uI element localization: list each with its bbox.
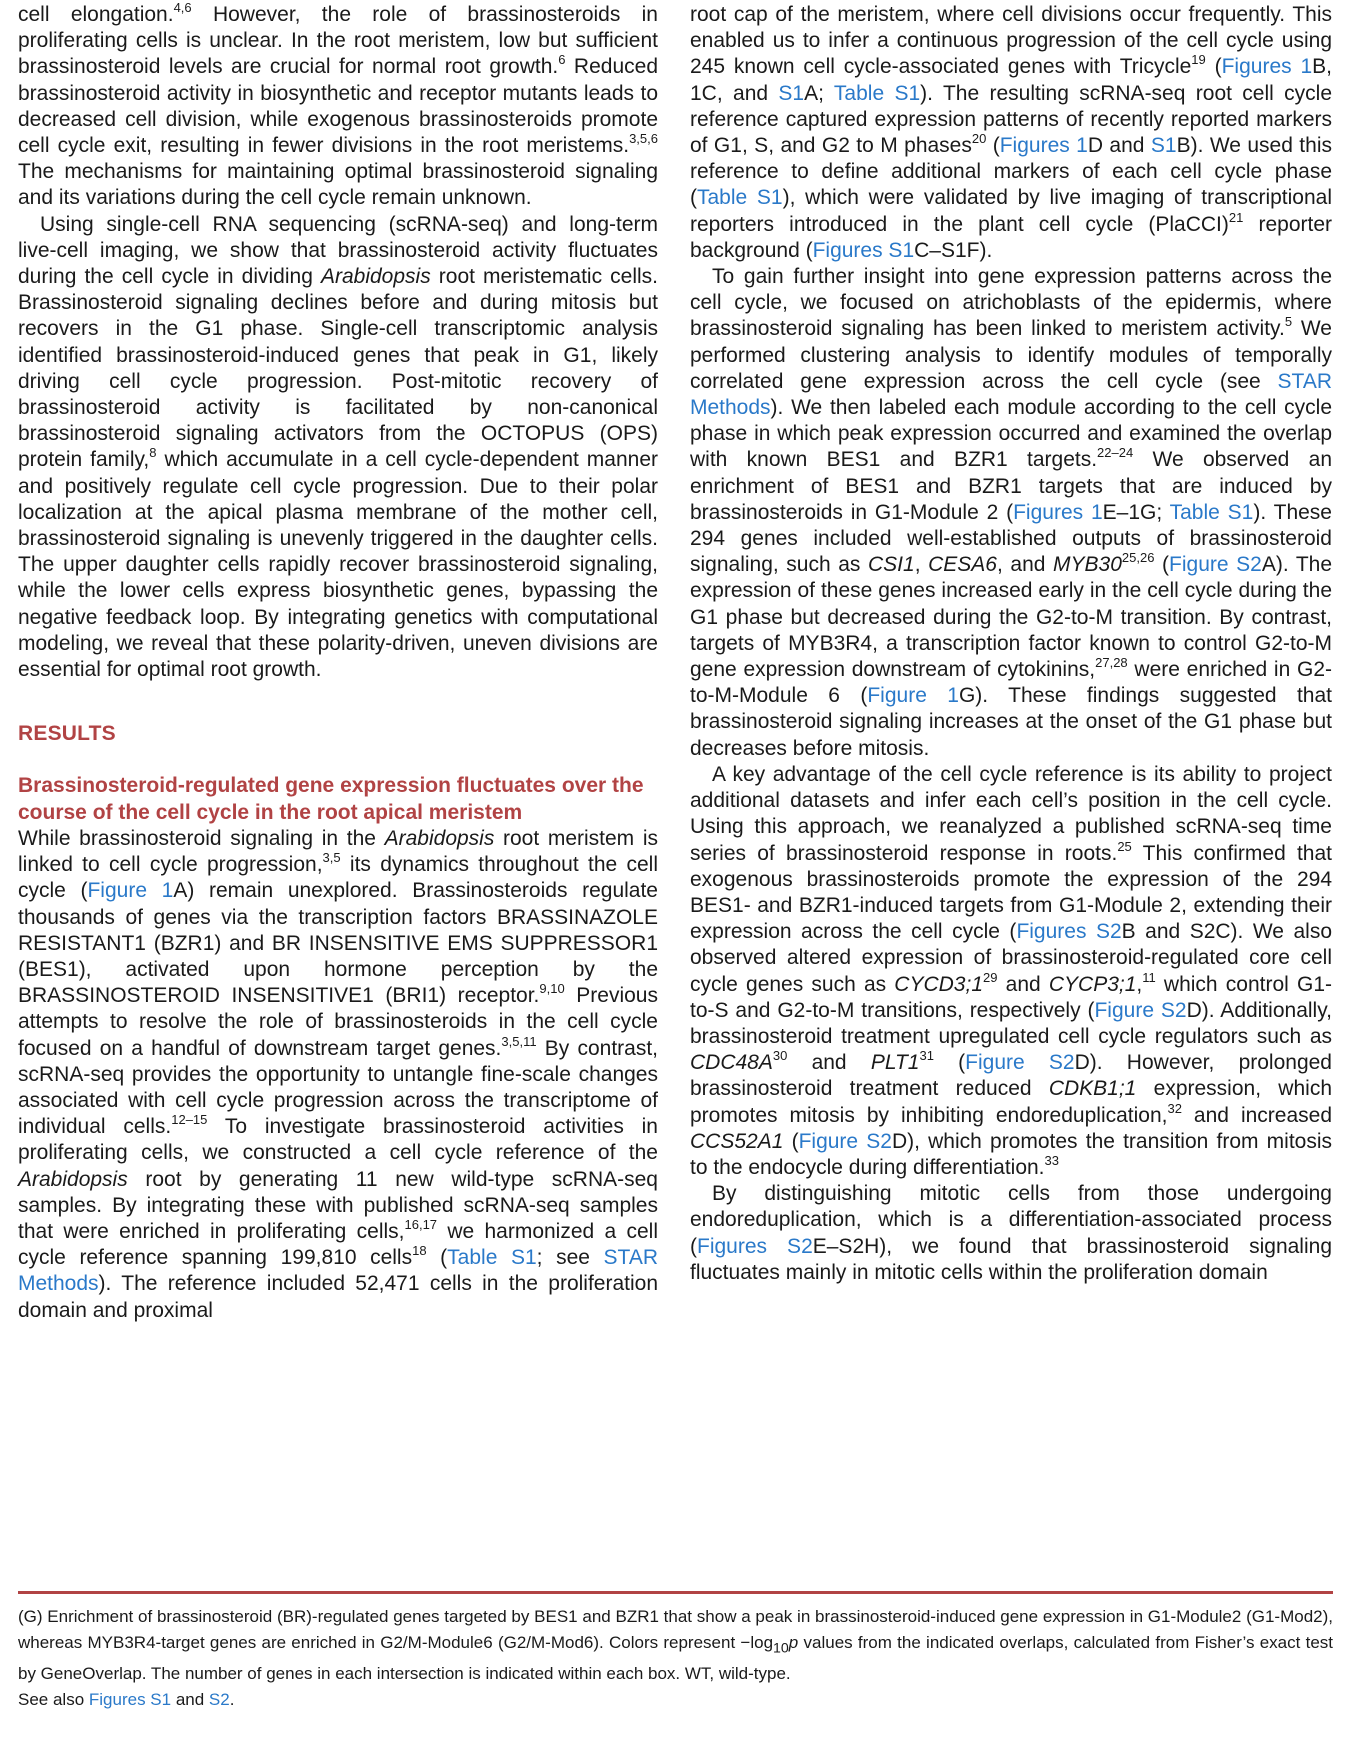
citation-superscript: 4,6 [173, 0, 192, 15]
results-heading: RESULTS [18, 722, 116, 746]
italic-term: CSI1 [868, 553, 915, 577]
text-run: ( [426, 1246, 448, 1270]
text-run: Previous attempts to resolve the role of brassinosteroids in the cell cycle focused on a handful of downstream target genes. [18, 984, 658, 1060]
figure-reference-link[interactable]: Table S1 [447, 1246, 537, 1270]
italic-term: Arabidopsis [320, 265, 431, 289]
italic-term: PLT1 [870, 1051, 920, 1075]
citation-superscript: 31 [919, 1048, 934, 1064]
right-paragraph-4 [690, 1181, 1332, 1286]
text-run: However, the role of brassinosteroids in proliferating cells is unclear. In the root meristem, low but sufficient brassinosteroid levels are crucial for normal root growth. [18, 3, 658, 79]
figure-caption [18, 1604, 1333, 1712]
text-run: We performed clustering analysis to identify modules of temporally correlated gene expression across the cell cycle (see [690, 317, 1332, 393]
text-run: This confirmed that exogenous brassinosteroids promote the expression of the 294 BES1- and BZR1-induced targets from G1-Module 2, extending their expression across the cell cycle ( [690, 841, 1332, 944]
text-run: By contrast, scRNA-seq provides the opportunity to untangle fine-scale changes associated with cell cycle progression across the transcriptome of individual cells. [18, 1036, 658, 1139]
citation-superscript: 25,26 [1121, 550, 1155, 566]
citation-superscript: 27,28 [1095, 655, 1128, 671]
text-run: To investigate brassinosteroid activities in proliferating cells, we constructed a cell cycle reference of the [18, 1115, 658, 1165]
citation-superscript: 20 [971, 131, 987, 147]
text-run: C–S1F). [914, 238, 993, 262]
text-run: ( [933, 1051, 966, 1075]
figure-reference-link[interactable]: Table S1 [1169, 500, 1254, 524]
text-run: D). However, prolonged brassinosteroid treatment reduced [690, 1051, 1332, 1101]
subscript: 10 [773, 1639, 789, 1656]
text-run: Using single-cell RNA sequencing (scRNA-seq) and long-term live-cell imaging, we show that brassinosteroid activity fluctuates during the cell cycle in dividing [18, 212, 658, 289]
text-run: expression, which promotes mitosis by inhibiting endoreduplication, [690, 1077, 1332, 1127]
figure-reference-link[interactable]: Figures 1 [1221, 55, 1313, 79]
citation-superscript: 3,5,11 [501, 1033, 537, 1049]
figure-reference-link[interactable]: Figures S2 [1016, 920, 1122, 944]
figure-reference-link[interactable]: Figures S1 [88, 1689, 172, 1709]
figure-reference-link[interactable]: Figure 1 [867, 684, 959, 708]
figure-reference-link[interactable]: Figure S2 [1094, 998, 1187, 1022]
text-run: A key advantage of the cell cycle reference is its ability to project additional datasets and infer each cell’s position in the cell cycle. Using this approach, we reanalyzed a published scRNA-seq time series of brassinosteroid response in roots. [690, 762, 1332, 865]
figure-reference-link[interactable]: S1 [1150, 134, 1177, 158]
figure-reference-link[interactable]: STAR Methods [690, 369, 1332, 420]
text-run: ). These 294 genes included well-established outputs of brassinosteroid signaling, such as [690, 500, 1332, 577]
text-run: Reduced brassinosteroid activity in biosynthetic and receptor mutants leads to decreased cell division, while exogenous brassinosteroids promote cell cycle exit, resulting in fewer divisions in the root meristems. [18, 55, 658, 158]
text-run: E–S2H), we found that brassinosteroid signaling fluctuates mainly in mitotic cells within the proliferation domain [690, 1234, 1332, 1284]
italic-term: CYCD3;1 [894, 972, 983, 996]
text-run: A). The expression of these genes increased early in the cell cycle during the G1 phase but decreased during the G2-to-M transition. By contrast, targets of MYB3R4, a transcription factor known to control G2-to-M gene expression downstream of cytokinins, [690, 553, 1333, 682]
text-run: We observed an enrichment of BES1 and BZR1 targets that are induced by brassinosteroids in G1-Module 2 ( [690, 448, 1332, 524]
figure-reference-link[interactable]: Figures S1 [812, 238, 915, 262]
text-run: root meristem is linked to cell cycle progression, [18, 826, 658, 877]
text-run: and [171, 1689, 209, 1709]
citation-superscript: 9,10 [539, 981, 565, 997]
figure-reference-link[interactable]: Figures 1 [999, 134, 1088, 158]
italic-term: CDKB1;1 [1048, 1077, 1137, 1101]
text-run: ). The reference included 52,471 cells in the proliferation domain and proximal [18, 1272, 658, 1322]
citation-superscript: 6 [558, 52, 566, 68]
text-run: While brassinosteroid signaling in the [18, 826, 385, 850]
italic-term: CDC48A [690, 1051, 773, 1075]
figure-reference-link[interactable]: S1 [778, 81, 805, 105]
figure-reference-link[interactable]: Figure S2 [1169, 553, 1262, 577]
italic-term: CYCP3;1 [1048, 972, 1137, 996]
italic-term: MYB30 [1053, 553, 1122, 577]
right-paragraph-2 [690, 264, 1332, 762]
right-paragraph-1 [690, 2, 1332, 264]
text-run: B and S2C). We also observed altered expression of brassinosteroid-regulated core cell cycle genes such as [690, 920, 1333, 996]
text-run: reporter background ( [690, 212, 1332, 262]
citation-superscript: 32 [1167, 1100, 1182, 1116]
citation-superscript: 11 [1142, 969, 1156, 985]
citation-superscript: 30 [772, 1048, 788, 1064]
text-run: and [787, 1051, 871, 1075]
text-run: ( [783, 1129, 799, 1153]
citation-superscript: 8 [149, 445, 157, 461]
citation-superscript: 29 [983, 969, 998, 985]
citation-superscript: 25 [1117, 838, 1132, 854]
text-run: See also [18, 1689, 89, 1709]
text-run: which accumulate in a cell cycle-dependent manner and positively regulate cell cycle progression. Due to their polar localization at the apical plasma membrane of the mother cell, brassinosteroid signaling is unevenly triggered in the daughter cells. The upper daughter cells rapidly recover brassinosteroid signaling, while the lower cells express biosynthetic genes, bypassing the negative feedback loop. By integrating genetics with computational modeling, we reveal that these polarity-driven, uneven divisions are essential for optimal root growth. [18, 448, 658, 682]
text-run: G). These findings suggested that brassinosteroid signaling increases at the onset of the G1 phase but decreases before mitosis. [690, 684, 1332, 760]
text-run: By distinguishing mitotic cells from those undergoing endoreduplication, which is a differentiation-associated process ( [690, 1182, 1332, 1258]
text-run: ( [1154, 553, 1170, 577]
text-run: B). We used this reference to define additional markers of each cell cycle phase ( [690, 134, 1332, 210]
text-run: root meristematic cells. Brassinosteroid signaling declines before and during mitosis but recovers in the G1 phase. Single-cell transcriptomic analysis identified brassinosteroid-induced genes that peak in G1, likely driving cell cycle progression. Post-mitotic recovery of brassinosteroid activity is facilitated by non-canonical brassinosteroid signaling activators from the OCTOPUS (OPS) protein family, [18, 265, 658, 472]
text-run: D and [1087, 134, 1151, 158]
italic-term: CESA6 [928, 553, 997, 577]
text-run: A) remain unexplored. Brassinosteroids regulate thousands of genes via the transcription factors BRASSINAZOLE RESISTANT1 (BZR1) and BR INSENSITIVE EMS SUPPRESSOR1 (BES1), activated upon hormone perception by the BRASSINOSTEROID INSENSITIVE1 (BRI1) receptor. [18, 879, 658, 1008]
figure-reference-link[interactable]: Figures S2 [697, 1234, 813, 1258]
text-run: ( [1205, 55, 1222, 79]
text-run: which control G1-to-S and G2-to-M transitions, respectively ( [690, 972, 1332, 1022]
text-run: , [914, 553, 929, 577]
italic-term: CCS52A1 [690, 1129, 784, 1153]
figure-reference-link[interactable]: Figures 1 [1013, 500, 1103, 524]
left-paragraph-1 [18, 2, 658, 212]
text-run: A; [804, 81, 834, 105]
italic-term: Arabidopsis [18, 1167, 128, 1191]
right-column [690, 2, 1332, 1286]
citation-superscript: 3,5 [322, 850, 341, 866]
text-run: ). The resulting scRNA-seq root cell cycle reference captured expression patterns of recently reported markers of G1, S, and G2 to M phases [690, 81, 1333, 158]
citation-superscript: 33 [1044, 1152, 1059, 1168]
figure-reference-link[interactable]: Figure S2 [965, 1051, 1075, 1075]
caption-divider [18, 1591, 1333, 1594]
text-run: cell elongation. [18, 3, 174, 26]
citation-superscript: 18 [412, 1243, 427, 1259]
figure-reference-link[interactable]: Table S1 [833, 81, 921, 105]
text-run: To gain further insight into gene expression patterns across the cell cycle, we focused on atrichoblasts of the epidermis, where brassinosteroid signaling has been linked to meristem activity. [690, 265, 1332, 341]
figure-reference-link[interactable]: STAR Methods [18, 1246, 658, 1296]
figure-reference-link[interactable]: Figure 1 [87, 879, 174, 903]
text-run: root cap of the meristem, where cell divisions occur frequently. This enabled us to infer a continuous progression of the cell cycle using 245 known cell cycle-associated genes with Tricycle [690, 3, 1332, 79]
text-run: E–1G; [1102, 500, 1170, 524]
caption-paragraph-g [18, 1604, 1333, 1687]
left-paragraph-3 [18, 826, 658, 1324]
citation-superscript: 12–15 [171, 1112, 208, 1128]
figure-reference-link[interactable]: S2 [208, 1689, 230, 1709]
text-run: D). Additionally, brassinosteroid treatment upregulated cell cycle regulators such as [690, 998, 1332, 1048]
text-run: . [229, 1689, 235, 1709]
text-run: , and [996, 553, 1054, 577]
italic-term: Arabidopsis [384, 826, 495, 850]
text-run: and increased [1181, 1103, 1332, 1127]
figure-reference-link[interactable]: Table S1 [697, 186, 783, 210]
section-subheading: Brassinosteroid-regulated gene expression fluctuates over the course of the cell cycle in the root apical meristem [18, 774, 644, 824]
citation-superscript: 21 [1228, 209, 1244, 225]
text-run: ), which were validated by live imaging of transcriptional reporters introduced in the plant cell cycle (PlaCCI) [690, 186, 1332, 236]
citation-superscript: 3,5,6 [629, 131, 658, 147]
text-run: The mechanisms for maintaining optimal brassinosteroid signaling and its variations during the cell cycle remain unknown. [18, 160, 658, 210]
citation-superscript: 19 [1191, 52, 1206, 68]
text-run: B, 1C, and [690, 55, 1333, 105]
caption-see-also [18, 1687, 1333, 1713]
text-run: , [1136, 972, 1143, 996]
text-run: D), which promotes the transition from mitosis to the endocycle during differentiation. [690, 1129, 1333, 1179]
text-run: root by generating 11 new wild-type scRNA-seq samples. By integrating these with published scRNA-seq samples that were enriched in proliferating cells, [18, 1167, 658, 1243]
text-run: values from the indicated overlaps, calculated from Fisher’s exact test by GeneOverlap. The number of genes in each intersection is indicated within each box. WT, wild-type. [18, 1632, 1333, 1684]
citation-superscript: 5 [1284, 314, 1293, 330]
text-run: (G) Enrichment of brassinosteroid (BR)-regulated genes targeted by BES1 and BZR1 that show a peak in brassinosteroid-induced gene expression in G1-Module2 (G1-Mod2), whereas MYB3R4-target genes are enriched in G2/M-Module6 (G2/M-Mod6). Colors represent −log [18, 1607, 1333, 1652]
figure-reference-link[interactable]: Figure S2 [798, 1129, 892, 1153]
left-paragraph-2 [18, 212, 658, 684]
left-column [18, 2, 658, 1324]
italic-term: p [788, 1632, 799, 1652]
text-run: ( [986, 134, 1000, 158]
text-run: ; see [536, 1246, 604, 1270]
citation-superscript: 22–24 [1097, 445, 1134, 461]
text-run: its dynamics throughout the cell cycle ( [18, 853, 658, 903]
text-run: we harmonized a cell cycle reference spanning 199,810 cells [18, 1219, 658, 1270]
right-paragraph-3 [690, 762, 1332, 1181]
text-run: were enriched in G2-to-M-Module 6 ( [690, 658, 1333, 708]
text-run: and [997, 972, 1049, 996]
text-run: ). We then labeled each module according to the cell cycle phase in which peak expression occurred and examined the overlap with known BES1 and BZR1 targets. [690, 396, 1332, 472]
citation-superscript: 16,17 [404, 1216, 438, 1232]
